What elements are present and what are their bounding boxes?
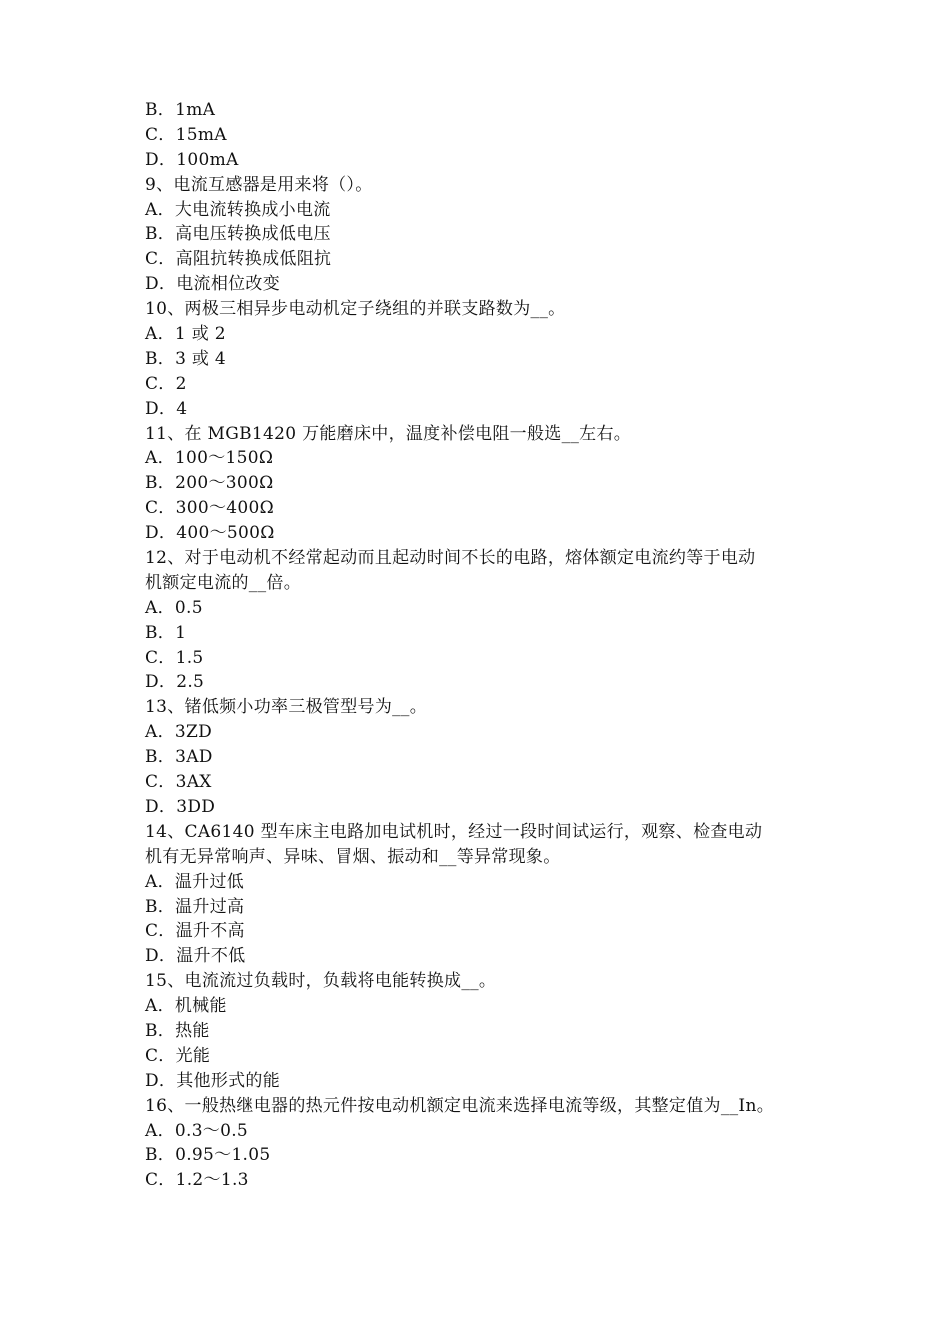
option-d-line: D．温升不低 — [145, 946, 246, 967]
option-d-line: D．其他形式的能 — [145, 1070, 281, 1091]
option-b-line: B．1 — [145, 622, 187, 643]
option-c-line: C．15mA — [145, 124, 227, 145]
option-b-line: B．1mA — [145, 100, 216, 120]
option-c-line: C．光能 — [145, 1045, 211, 1066]
option-a-line: A．机械能 — [145, 996, 227, 1017]
option-c-line: C．3AX — [145, 772, 212, 793]
option-c-line: C．1.2～1.3 — [145, 1170, 249, 1191]
question-15: 15、电流流过负载时，负载将电能转换成__。 — [145, 971, 497, 992]
question-9: 9、电流互感器是用来将（）。 — [145, 174, 373, 195]
document-page — [145, 98, 815, 1193]
option-d-line: D．2.5 — [145, 672, 205, 693]
option-b-line: B．高电压转换成低电压 — [145, 224, 331, 245]
option-d-line: D．100mA — [145, 149, 239, 170]
option-c-line: C．1.5 — [145, 647, 204, 668]
option-d-line: D．400～500Ω — [145, 523, 275, 544]
option-a-line: A．1 或 2 — [145, 324, 226, 345]
option-a-line: A．100～150Ω — [145, 448, 274, 469]
option-b-line: B．3 或 4 — [145, 348, 227, 369]
question-12: 12、对于电动机不经常起动而且起动时间不长的电路，熔体额定电流约等于电动 — [145, 548, 756, 569]
option-a-line: A．0.5 — [145, 597, 203, 618]
option-c-line: C．高阻抗转换成低阻抗 — [145, 249, 332, 270]
option-d-line: D．电流相位改变 — [145, 274, 281, 295]
option-c-line: C．2 — [145, 373, 187, 394]
option-b-line: B．3AD — [145, 747, 213, 768]
option-a-line: A．大电流转换成小电流 — [145, 199, 331, 220]
option-b-line: B．温升过高 — [145, 896, 245, 917]
option-d-line: D．3DD — [145, 796, 216, 817]
question-12-continued: 机额定电流的__倍。 — [145, 572, 301, 593]
option-c-line: C．温升不高 — [145, 921, 245, 942]
option-a-line: A．3ZD — [145, 722, 213, 743]
question-14: 14、CA6140 型车床主电路加电试机时，经过一段时间试运行，观察、检查电动 — [145, 821, 763, 842]
option-b-line: B．热能 — [145, 1020, 210, 1041]
option-a-line: A．温升过低 — [145, 871, 245, 892]
question-14-continued: 机有无异常响声、异味、冒烟、振动和__等异常现象。 — [145, 846, 561, 867]
option-a-line: A．0.3～0.5 — [145, 1120, 249, 1141]
option-d-line: D．4 — [145, 398, 188, 419]
option-b-line: B．0.95～1.05 — [145, 1145, 271, 1166]
question-11: 11、在 MGB1420 万能磨床中，温度补偿电阻一般选__左右。 — [145, 423, 632, 444]
option-c-line: C．300～400Ω — [145, 498, 274, 519]
question-16: 16、一般热继电器的热元件按电动机额定电流来选择电流等级，其整定值为__In。 — [145, 1095, 774, 1116]
question-10: 10、两极三相异步电动机定子绕组的并联支路数为__。 — [145, 299, 566, 320]
question-13: 13、锗低频小功率三极管型号为__。 — [145, 697, 428, 718]
option-b-line: B．200～300Ω — [145, 473, 274, 494]
